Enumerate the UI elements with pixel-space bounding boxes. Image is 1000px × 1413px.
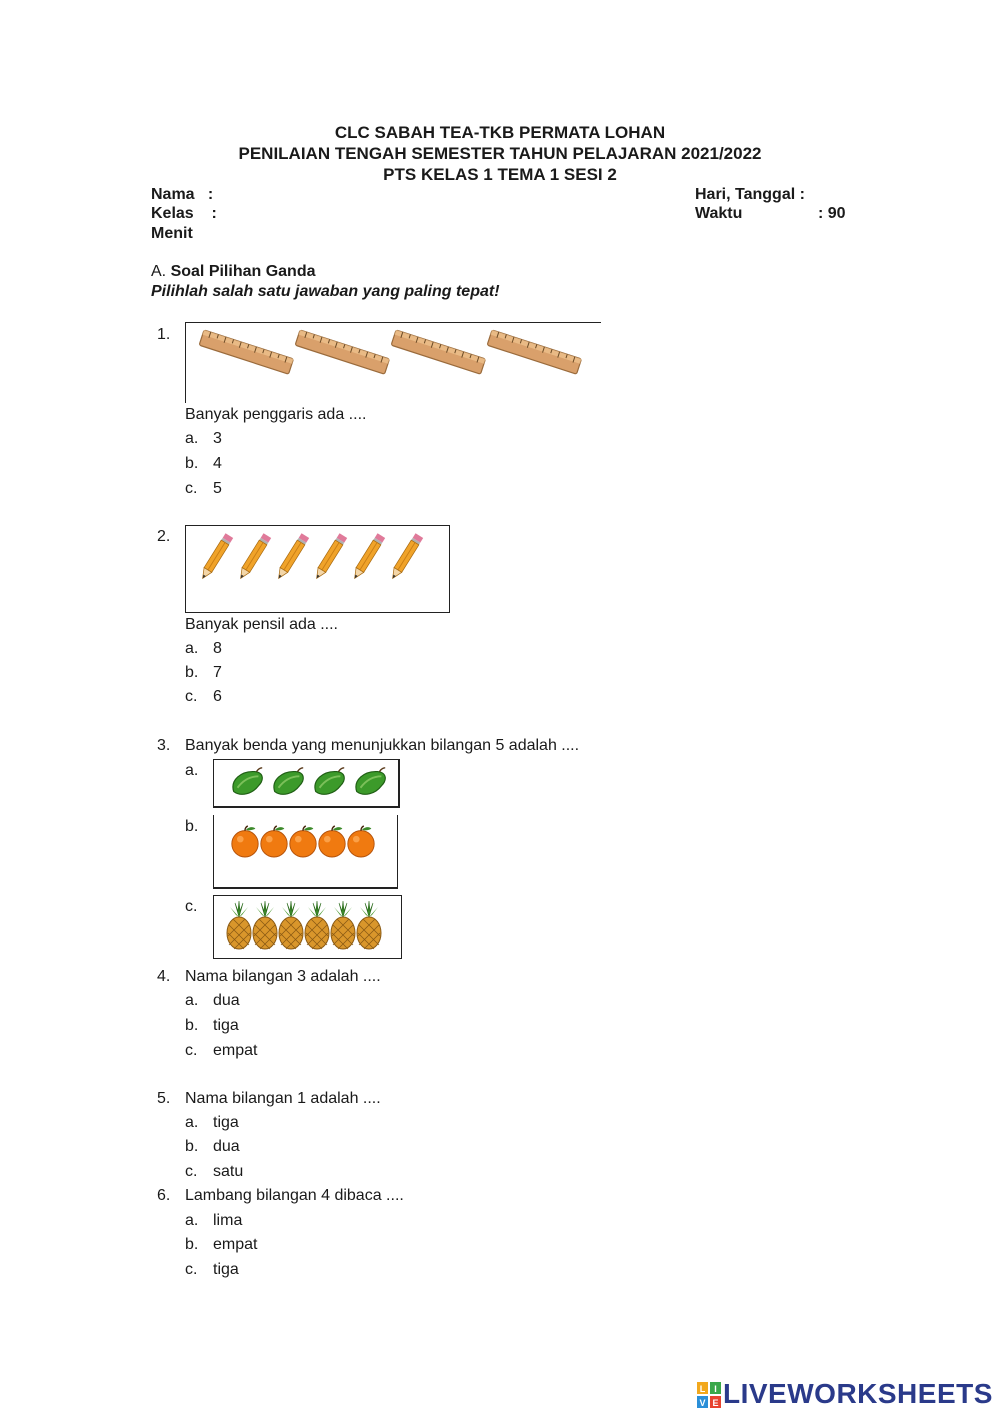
pencil-icon [312,530,348,584]
option-text[interactable]: 4 [213,455,222,472]
pencil-icon [236,530,272,584]
ruler-image-box [185,322,601,403]
pencil-icon [350,530,386,584]
hari-tanggal-label: Hari, Tanggal : [695,186,805,203]
waktu-value: : 90 [818,205,846,222]
waktu-label: Waktu [695,205,743,222]
option-text[interactable]: empat [213,1236,258,1253]
brand-text: LIVEWORKSHEETS [723,1378,993,1409]
menit-label: Menit [151,225,193,242]
mango-icon [228,766,266,800]
option-letter: b. [185,1017,199,1034]
question-text: Banyak penggaris ada .... [185,406,367,423]
svg-text:V: V [699,1398,706,1408]
option-letter: c. [185,480,198,497]
option-letter: a. [185,1212,199,1229]
option-letter: c. [185,688,198,705]
svg-text:I: I [714,1384,717,1394]
option-text[interactable]: lima [213,1212,243,1229]
section-heading [151,262,316,282]
option-text[interactable]: 7 [213,664,222,681]
kelas-label: Kelas : [151,205,217,222]
option-letter: b. [185,1138,199,1155]
svg-text:L: L [699,1384,706,1394]
ruler-icon [292,327,392,379]
section-prefix: A. [151,263,167,280]
question-number: 1. [157,326,171,343]
orange-icon [229,823,261,859]
option-letter: b. [185,818,199,835]
orange-icon [258,823,290,859]
question-number: 4. [157,968,171,985]
pencil-image-box [185,525,450,613]
svg-text:E: E [712,1398,719,1408]
option-letter: a. [185,1114,199,1131]
orange-icon [316,823,348,859]
ruler-icon [196,327,296,379]
question-number: 3. [157,737,171,754]
question-text: Banyak pensil ada .... [185,616,338,633]
mango-icon [351,766,389,800]
option-text[interactable]: dua [213,1138,240,1155]
option-letter: c. [185,1042,198,1059]
live-badge-icon [697,1382,721,1408]
question-text: Banyak benda yang menunjukkan bilangan 5 adalah .... [185,737,580,754]
pencil-icon [198,530,234,584]
option-letter: b. [185,664,199,681]
option-text[interactable]: tiga [213,1017,239,1034]
pencil-icon [274,530,310,584]
option-text[interactable]: 6 [213,688,222,705]
option-letter: b. [185,1236,199,1253]
ruler-icon [388,327,488,379]
section-instruction: Pilihlah salah satu jawaban yang paling tepat! [151,283,500,300]
option-letter: c. [185,898,198,915]
question-text: Lambang bilangan 4 dibaca .... [185,1187,404,1204]
question-text: Nama bilangan 3 adalah .... [185,968,381,985]
option-text[interactable]: dua [213,992,240,1009]
option-letter: a. [185,992,199,1009]
mango-image-box[interactable] [213,759,400,808]
option-letter: a. [185,762,199,779]
question-number: 2. [157,528,171,545]
option-text[interactable]: satu [213,1163,244,1180]
orange-icon [287,823,319,859]
question-number: 5. [157,1090,171,1107]
option-letter: a. [185,640,199,657]
question-text: Nama bilangan 1 adalah .... [185,1090,381,1107]
ruler-icon [484,327,584,379]
class-title: PTS KELAS 1 TEMA 1 SESI 2 [383,165,617,184]
option-letter: c. [185,1261,198,1278]
nama-label: Nama : [151,186,214,203]
pencil-icon [388,530,424,584]
pineapple-image-box[interactable] [213,895,402,959]
option-text[interactable]: 5 [213,480,222,497]
orange-image-box[interactable] [213,815,398,889]
mango-icon [310,766,348,800]
liveworksheets-logo [697,1378,997,1412]
option-letter: b. [185,455,199,472]
orange-icon [345,823,377,859]
option-text[interactable]: 8 [213,640,222,657]
option-letter: a. [185,430,199,447]
pineapple-icon [354,901,384,951]
option-text[interactable]: 3 [213,430,222,447]
option-text[interactable]: tiga [213,1261,239,1278]
option-text[interactable]: tiga [213,1114,239,1131]
school-title: CLC SABAH TEA-TKB PERMATA LOHAN [334,123,666,142]
option-letter: c. [185,1163,198,1180]
option-text[interactable]: empat [213,1042,258,1059]
question-number: 6. [157,1187,171,1204]
section-title: Soal Pilihan Ganda [170,263,316,280]
exam-title: PENILAIAN TENGAH SEMESTER TAHUN PELAJARAN 2021/2022 [238,144,762,163]
mango-icon [269,766,307,800]
